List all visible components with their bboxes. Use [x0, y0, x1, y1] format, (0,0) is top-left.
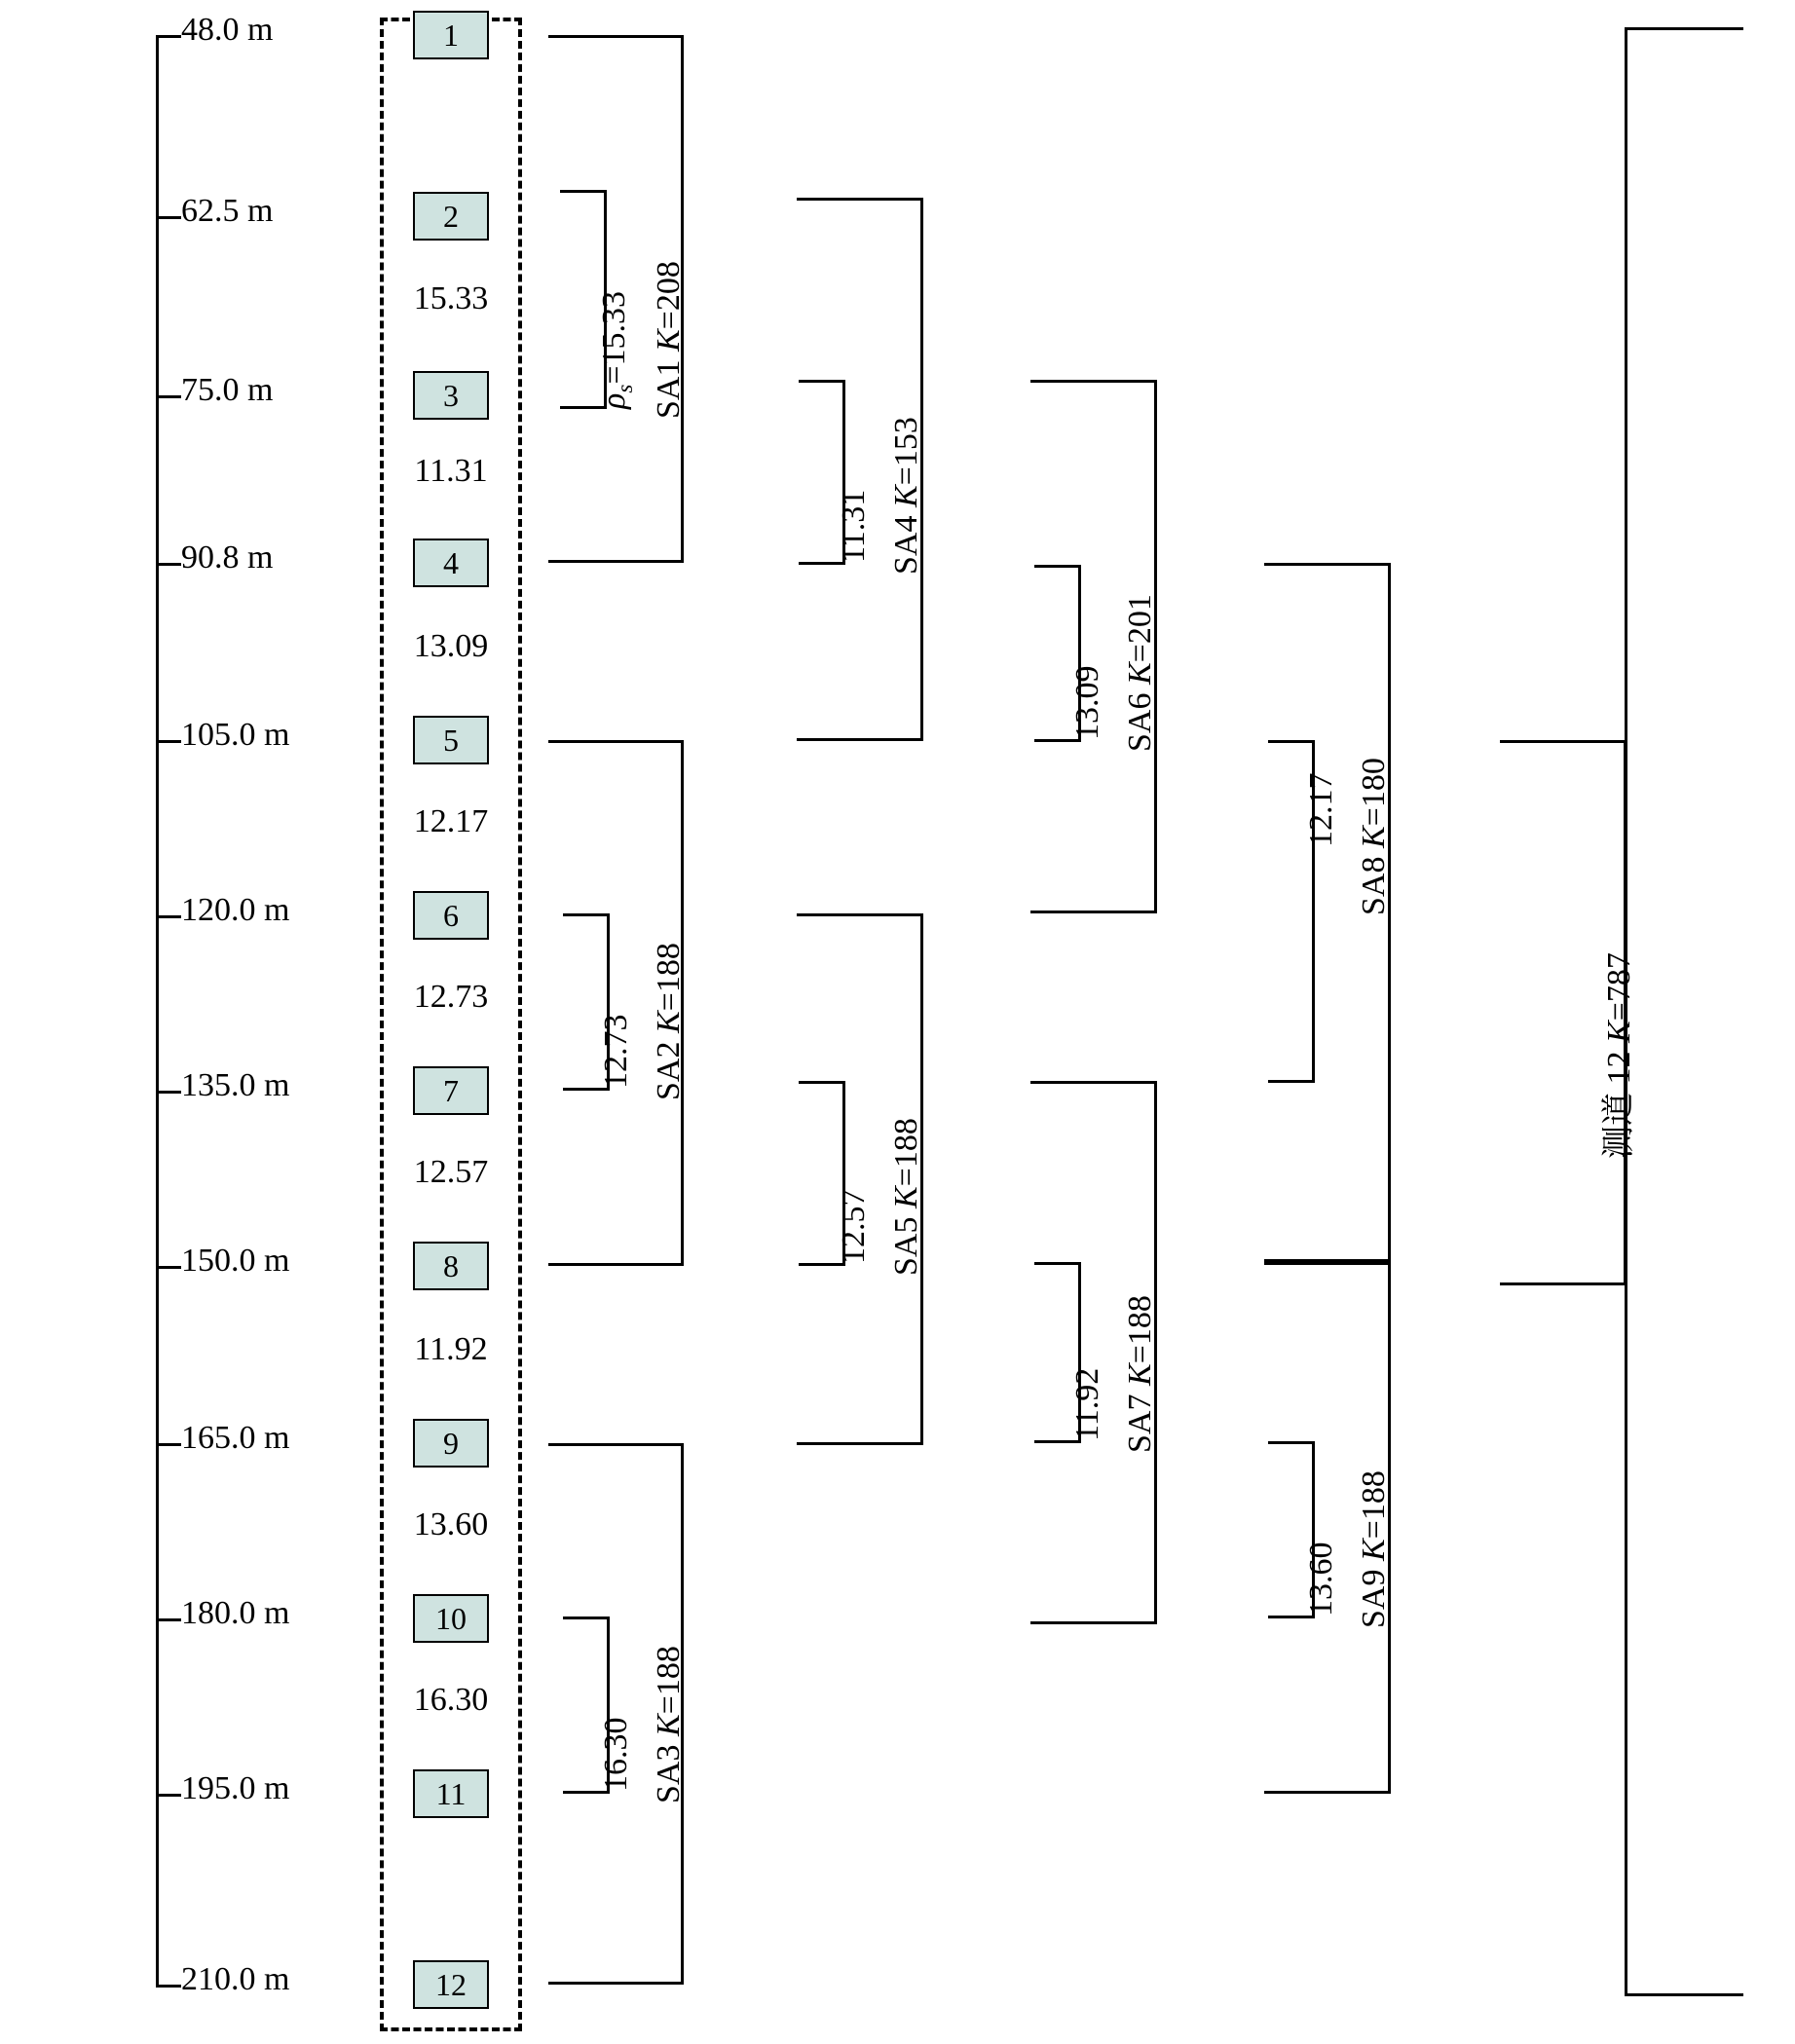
sa1-k: =208: [651, 261, 687, 330]
sa5-k: =188: [888, 1118, 924, 1187]
axis-tick: [156, 395, 181, 398]
node-10[interactable]: 10: [413, 1594, 489, 1643]
depth-label: 75.0 m: [181, 372, 274, 408]
node-6[interactable]: 6: [413, 891, 489, 940]
sa6-name-k-label: SA6 K=201: [1122, 594, 1158, 752]
sa2-k: =188: [651, 943, 687, 1012]
depth-label: 180.0 m: [181, 1595, 290, 1631]
sa6-name: SA6: [1122, 692, 1158, 752]
node-column-dashed-border: [380, 18, 522, 2031]
depth-label: 105.0 m: [181, 717, 290, 753]
depth-axis-line: [156, 35, 159, 1519]
axis-tick: [156, 35, 181, 38]
sa3-name-k-label: SA3 K=188: [651, 1646, 687, 1803]
sa7-name: SA7: [1122, 1394, 1158, 1453]
depth-label: 195.0 m: [181, 1770, 290, 1806]
axis-tick: [156, 1794, 181, 1797]
axis-tick: [156, 1091, 181, 1094]
depth-label: 135.0 m: [181, 1067, 290, 1103]
axis-tick: [156, 1618, 181, 1621]
node-5[interactable]: 5: [413, 716, 489, 764]
node-3[interactable]: 3: [413, 371, 489, 420]
sa7-k: =188: [1122, 1295, 1158, 1364]
root-name: 测道 12: [1601, 1051, 1637, 1159]
node-11[interactable]: 11: [413, 1769, 489, 1818]
axis-tick: [156, 216, 181, 219]
sa8-value-label: 12.17: [1303, 772, 1339, 847]
node-7[interactable]: 7: [413, 1066, 489, 1115]
sa8-name: SA8: [1356, 856, 1392, 915]
sa2-name-k-label: SA2 K=188: [651, 943, 687, 1100]
gap-value: 13.09: [413, 628, 489, 664]
depth-label: 90.8 m: [181, 539, 274, 576]
sa4-name-k-label: SA4 K=153: [888, 417, 924, 575]
sa1-rho-label: $\rho_s=15.33$: [596, 290, 638, 409]
depth-label: 62.5 m: [181, 193, 274, 229]
sa9-name-k-label: SA9 K=188: [1356, 1470, 1392, 1628]
gap-value: 12.57: [413, 1154, 489, 1190]
node-4[interactable]: 4: [413, 539, 489, 587]
depth-label: 210.0 m: [181, 1961, 290, 1997]
depth-axis-line-lower: [156, 1519, 159, 1987]
sa5-name-k-label: SA5 K=188: [888, 1118, 924, 1276]
gap-value: 15.33: [413, 280, 489, 316]
sa6-k: =201: [1122, 594, 1158, 663]
axis-tick: [156, 1266, 181, 1269]
gap-value: 11.31: [414, 453, 488, 489]
sa7-name-k-label: SA7 K=188: [1122, 1295, 1158, 1453]
sa3-value-label: 16.30: [598, 1717, 634, 1792]
sa2-value-label: 12.73: [598, 1014, 634, 1089]
sa9-value-label: 13.60: [1303, 1542, 1339, 1617]
gap-value: 11.92: [414, 1331, 488, 1367]
node-1[interactable]: 1: [413, 11, 489, 59]
root-k: =787: [1601, 952, 1637, 1022]
sa4-k: =153: [888, 417, 924, 486]
sa1-name: SA1: [651, 359, 687, 419]
sa4-name: SA4: [888, 515, 924, 575]
sa4-value-label: 11.31: [836, 489, 872, 563]
node-9[interactable]: 9: [413, 1419, 489, 1468]
axis-tick: [156, 1985, 181, 1988]
gap-value: 13.60: [413, 1506, 489, 1542]
depth-label: 165.0 m: [181, 1420, 290, 1456]
sa5-value-label: 12.57: [836, 1189, 872, 1264]
node-8[interactable]: 8: [413, 1242, 489, 1290]
depth-label: 48.0 m: [181, 12, 274, 48]
node-12[interactable]: 12: [413, 1960, 489, 2009]
sa1-name-k-label: SA1 K=208: [651, 261, 687, 419]
sa2-name: SA2: [651, 1041, 687, 1100]
axis-tick: [156, 563, 181, 566]
sa8-k: =180: [1356, 758, 1392, 827]
sa3-name: SA3: [651, 1744, 687, 1803]
node-2[interactable]: 2: [413, 192, 489, 241]
axis-tick: [156, 740, 181, 743]
sa8-name-k-label: SA8 K=180: [1356, 758, 1392, 915]
sa9-name: SA9: [1356, 1569, 1392, 1628]
axis-tick: [156, 1443, 181, 1446]
root-outer-bracket: [1625, 27, 1743, 1996]
sa5-name: SA5: [888, 1216, 924, 1276]
axis-tick: [156, 915, 181, 918]
root-name-k-label: 测道 12 K=787: [1601, 952, 1637, 1159]
gap-value: 12.73: [413, 979, 489, 1015]
depth-label: 150.0 m: [181, 1243, 290, 1279]
gap-value: 12.17: [413, 803, 489, 839]
sa7-value-label: 11.92: [1069, 1367, 1105, 1441]
sa9-k: =188: [1356, 1470, 1392, 1540]
sa1-rho-value: =15.33: [596, 290, 632, 385]
sa3-k: =188: [651, 1646, 687, 1715]
gap-value: 16.30: [413, 1682, 489, 1718]
sa6-value-label: 13.09: [1069, 665, 1105, 740]
depth-label: 120.0 m: [181, 892, 290, 928]
